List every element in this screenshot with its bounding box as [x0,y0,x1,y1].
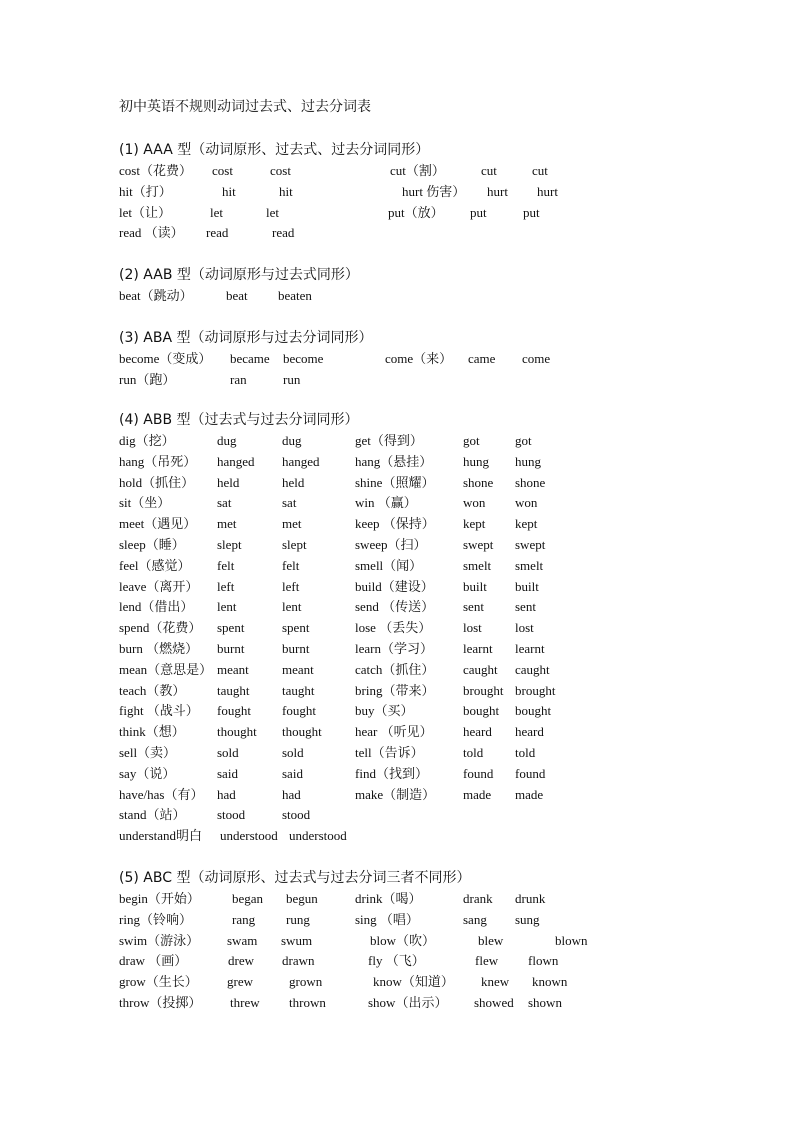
verb-past-participle-2: told [515,745,536,760]
verb-past-tense: beat [226,288,248,303]
verb-row [0,827,794,847]
verb-base-form-2: make（制造） [355,786,436,802]
verb-past-participle: begun [286,891,318,906]
verb-past-participle-2: lost [515,620,534,636]
verb-past-participle: dug [282,433,302,448]
verb-base-form: burn （燃烧） [119,641,199,656]
verb-row [0,911,794,931]
verb-base-form-2: send （传送） [355,599,435,615]
verb-base-form-2: keep （保持） [355,516,435,532]
verb-base-form-2: build（建设） [355,578,434,594]
verb-base-form: teach（教） [119,682,186,698]
verb-base-form-2: get（得到） [355,433,423,448]
verb-past-participle: stood [282,807,311,823]
verb-past-participle: read [272,225,295,241]
verb-row [0,640,794,660]
verb-row [0,371,794,391]
verb-row [0,619,794,639]
section-heading: (5) ABC 型（动词原形、过去式与过去分词三者不同形） [119,870,471,886]
verb-past-tense-2: heard [463,724,492,740]
verb-past-participle-2: hurt [537,183,558,199]
verb-past-tense-2: bought [463,703,500,719]
verb-past-participle: thrown [289,995,326,1010]
verb-base-form: ring（铃响） [119,911,192,927]
verb-past-tense-2: told [463,745,484,760]
verb-past-participle-2: heard [515,724,544,740]
verb-past-tense: felt [217,557,235,573]
verb-past-tense: burnt [217,641,245,656]
verb-past-tense: lent [217,599,237,615]
verb-past-participle: grown [289,974,323,990]
verb-past-participle-2: shone [515,474,546,490]
verb-past-participle-2: found [515,765,546,781]
verb-base-form: cost（花费） [119,163,192,178]
verb-base-form-2: fly （飞） [368,953,425,969]
verb-past-participle: felt [282,557,300,573]
verb-row [0,557,794,577]
verb-row [0,162,794,182]
verb-past-participle: rung [286,911,310,927]
verb-base-form-2: buy（买） [355,703,414,719]
verb-base-form: say（说） [119,765,176,781]
verb-base-form-2: come（来） [385,351,453,366]
verb-past-tense: sat [217,495,232,511]
verb-row [0,806,794,826]
verb-past-tense: had [217,786,236,802]
verb-row [0,432,794,452]
verb-row [0,224,794,244]
verb-base-form-2: drink（喝） [355,891,422,906]
verb-base-form: beat（跳动） [119,288,193,303]
verb-past-tense-2: hurt [487,183,508,199]
verb-base-form: fight （战斗） [119,703,199,719]
section-heading: (1) AAA 型（动词原形、过去式、过去分词同形） [119,142,430,158]
verb-row [0,515,794,535]
verb-base-form: think（想） [119,724,185,740]
verb-past-tense-2: cut [481,163,497,178]
verb-past-participle-2: made [515,786,544,802]
verb-past-tense: read [206,225,229,241]
verb-past-tense: hit [222,183,236,199]
verb-past-participle: burnt [282,641,310,656]
verb-past-participle-2: sent [515,599,536,615]
verb-past-participle-2: bought [515,703,552,719]
verb-past-participle-2: drunk [515,891,546,906]
verb-base-form: stand（站） [119,807,186,823]
verb-base-form-2: catch（抓住） [355,661,435,677]
verb-row [0,932,794,952]
verb-base-form: sell（卖） [119,745,177,760]
verb-past-tense: let [210,204,223,220]
verb-base-form: draw （画） [119,953,188,969]
verb-row [0,350,794,370]
verb-past-participle-2: blown [555,932,588,948]
verb-base-form-2: learn（学习） [355,641,433,656]
verb-row [0,723,794,743]
verb-past-tense: threw [230,995,260,1010]
verb-past-tense-2: got [463,433,480,448]
verb-past-participle-2: swept [515,537,546,552]
verb-past-participle-2: kept [515,516,538,532]
verb-past-tense: cost [212,163,233,178]
verb-past-tense-2: sent [463,599,484,615]
verb-base-form: understand明白 [119,828,203,844]
verb-base-form: let（让） [119,204,171,220]
verb-past-tense-2: showed [474,995,514,1010]
verb-past-tense-2: kept [463,516,486,532]
verb-past-participle: sold [282,745,304,760]
verb-base-form: mean（意思是） [119,661,213,677]
verb-past-participle: cost [270,163,291,178]
verb-base-form-2: tell（告诉） [355,745,424,760]
verb-past-tense: hanged [217,453,255,469]
verb-row [0,952,794,972]
verb-row [0,765,794,785]
verb-past-participle-2: come [522,351,551,366]
verb-base-form-2: sing （唱） [355,911,419,927]
verb-row [0,453,794,473]
verb-past-participle-2: cut [532,163,548,178]
verb-past-tense: became [230,351,270,366]
verb-base-form-2: sweep（扫） [355,537,427,552]
verb-past-participle: fought [282,703,316,719]
verb-past-participle: hit [279,183,293,199]
verb-past-tense: taught [217,682,250,698]
verb-past-participle: lent [282,599,302,615]
verb-past-participle-2: won [515,495,538,511]
verb-past-tense: thought [217,724,257,740]
verb-past-participle: hanged [282,453,320,469]
verb-base-form-2: lose （丢失） [355,620,432,636]
verb-past-tense-2: learnt [463,641,493,656]
verb-row [0,598,794,618]
verb-past-participle: met [282,516,302,532]
document-title: 初中英语不规则动词过去式、过去分词表 [119,99,371,115]
verb-past-participle-2: known [532,974,568,990]
verb-past-tense-2: drank [463,891,493,906]
verb-base-form: sit（坐） [119,495,171,511]
verb-past-participle: beaten [278,288,312,303]
verb-base-form: read （读） [119,225,184,241]
verb-base-form: feel（感觉） [119,557,191,573]
verb-base-form-2: hang（悬挂） [355,453,433,469]
verb-row [0,204,794,224]
verb-past-participle-2: caught [515,661,550,677]
verb-past-participle-2: flown [528,953,559,969]
verb-past-tense-2: brought [463,682,504,698]
verb-base-form: begin（开始） [119,891,200,906]
verb-base-form: have/has（有） [119,786,204,802]
verb-past-participle: had [282,786,301,802]
verb-base-form-2: win （赢） [355,495,417,511]
section-heading: (4) ABB 型（过去式与过去分词同形） [119,412,359,428]
verb-base-form: dig（挖） [119,433,175,448]
verb-row [0,474,794,494]
verb-past-tense-2: won [463,495,486,511]
verb-past-participle: spent [282,620,310,636]
verb-past-tense-2: shone [463,474,494,490]
verb-row [0,536,794,556]
verb-past-tense: dug [217,433,237,448]
verb-past-participle-2: sung [515,911,540,927]
verb-past-participle: sat [282,495,297,511]
verb-past-participle: meant [282,661,314,677]
verb-row [0,994,794,1014]
verb-past-participle: said [282,765,303,781]
verb-base-form-2: blow（吹） [370,932,436,948]
verb-base-form-2: smell（闻） [355,557,423,573]
verb-past-tense: held [217,474,240,490]
verb-base-form: swim（游泳） [119,932,200,948]
verb-past-tense-2: came [468,351,496,366]
verb-past-tense: swam [227,932,258,948]
verb-past-participle: drawn [282,953,315,969]
verb-past-participle: swum [281,932,313,948]
verb-past-tense: stood [217,807,246,823]
verb-past-tense: meant [217,661,249,677]
verb-past-tense: met [217,516,237,532]
verb-base-form-2: hurt 伤害） [402,183,466,199]
verb-base-form: run（跑） [119,371,176,387]
verb-base-form-2: bring（带来） [355,682,435,698]
verb-past-tense-2: built [463,578,487,594]
verb-past-participle-2: smelt [515,557,544,573]
verb-past-tense: slept [217,537,242,552]
verb-row [0,494,794,514]
verb-past-participle: left [282,578,300,594]
verb-past-participle-2: learnt [515,641,545,656]
verb-base-form: spend（花费） [119,620,202,636]
verb-past-participle: let [266,204,279,220]
verb-past-tense-2: flew [475,953,499,969]
section-heading: (2) AAB 型（动词原形与过去式同形） [119,267,359,283]
verb-base-form-2: shine（照耀） [355,474,435,490]
verb-past-participle: held [282,474,305,490]
verb-base-form-2: show（出示） [368,995,448,1010]
verb-row [0,890,794,910]
verb-past-participle-2: hung [515,453,541,469]
verb-past-tense-2: hung [463,453,489,469]
verb-past-tense: sold [217,745,239,760]
verb-past-tense: ran [230,371,247,387]
verb-past-tense: fought [217,703,251,719]
verb-past-tense: said [217,765,238,781]
verb-past-tense-2: swept [463,537,494,552]
verb-base-form-2: hear （听见） [355,724,433,740]
verb-base-form-2: cut（割） [390,163,445,178]
verb-row [0,702,794,722]
verb-past-participle-2: put [523,204,540,220]
verb-past-tense: understood [220,828,278,844]
verb-past-participle: slept [282,537,307,552]
verb-past-participle-2: built [515,578,539,594]
verb-past-tense-2: lost [463,620,482,636]
verb-past-tense: left [217,578,235,594]
verb-past-tense-2: blew [478,932,504,948]
verb-past-tense: drew [228,953,254,969]
verb-base-form: hold（抓住） [119,474,195,490]
verb-past-participle: thought [282,724,322,740]
verb-past-tense-2: found [463,765,494,781]
verb-past-participle: taught [282,682,315,698]
verb-past-tense-2: made [463,786,492,802]
verb-row [0,661,794,681]
verb-base-form: leave（离开） [119,578,199,594]
verb-base-form: hit（打） [119,183,172,199]
verb-past-participle: understood [289,828,347,844]
verb-past-participle-2: brought [515,682,556,698]
verb-row [0,287,794,307]
verb-base-form-2: find（找到） [355,765,428,781]
verb-past-tense-2: sang [463,911,487,927]
verb-past-participle-2: shown [528,995,562,1010]
verb-past-tense-2: caught [463,661,498,677]
verb-base-form-2: know（知道） [373,974,454,990]
verb-row [0,744,794,764]
verb-past-participle-2: got [515,433,532,448]
verb-base-form: sleep（睡） [119,537,185,552]
verb-past-tense: grew [227,974,253,990]
verb-base-form: grow（生长） [119,974,198,990]
verb-base-form: lend（借出） [119,599,194,615]
verb-row [0,183,794,203]
verb-past-participle: become [283,351,324,366]
verb-row [0,973,794,993]
verb-past-tense: spent [217,620,245,636]
verb-base-form: throw（投掷） [119,995,202,1010]
verb-past-tense-2: smelt [463,557,492,573]
verb-past-tense: rang [232,911,256,927]
verb-past-tense-2: put [470,204,487,220]
verb-base-form: meet（遇见） [119,516,197,532]
verb-base-form-2: put（放） [388,204,444,220]
verb-row [0,682,794,702]
verb-base-form: hang（吊死） [119,453,197,469]
verb-past-tense: began [232,891,264,906]
verb-base-form: become（变成） [119,351,212,366]
section-heading: (3) ABA 型（动词原形与过去分词同形） [119,330,373,346]
verb-row [0,786,794,806]
verb-past-tense-2: knew [481,974,510,990]
verb-past-participle: run [283,371,301,387]
verb-row [0,578,794,598]
